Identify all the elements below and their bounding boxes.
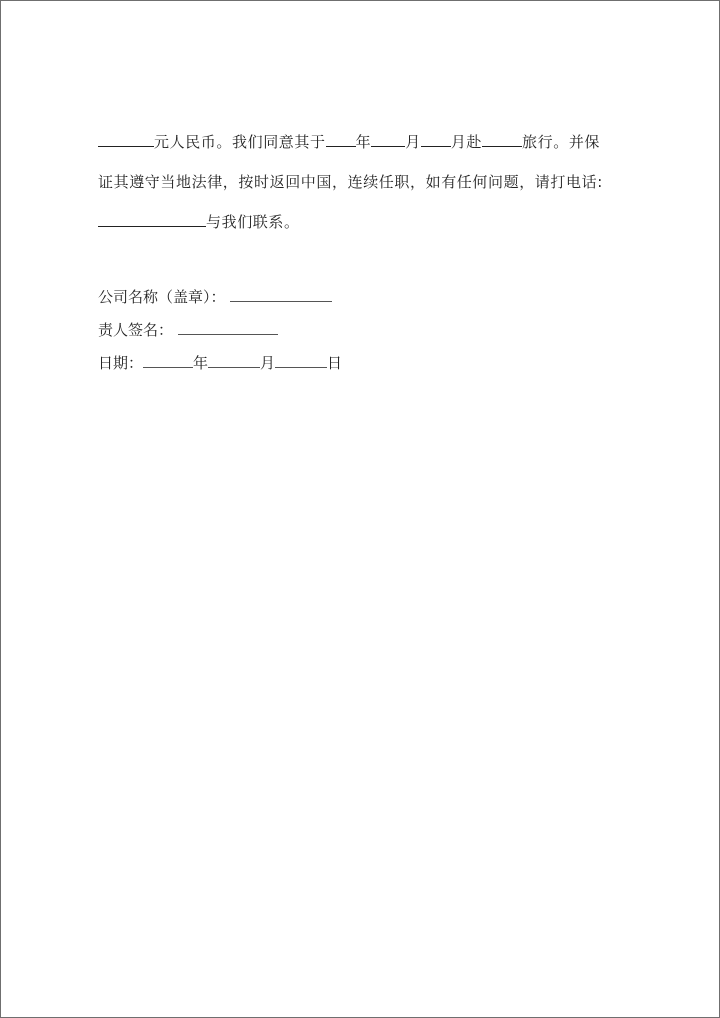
date-label: 日期： <box>98 354 144 372</box>
company-blank <box>230 287 332 302</box>
amount-blank <box>98 132 154 147</box>
letter-text: 证其遵守当地法律，按时返回中国，连续任职，如有任何问题，请打电话: <box>98 173 603 191</box>
letter-text: 月赴 <box>450 133 483 151</box>
letter-text: 月 <box>405 133 421 151</box>
date-day: 日 <box>327 354 343 372</box>
signer-line <box>98 320 342 341</box>
date-month: 月 <box>260 354 276 372</box>
month-blank <box>371 132 405 147</box>
letter-text: 旅行。并保 <box>522 133 601 151</box>
date-year: 年 <box>193 354 209 372</box>
company-label: 公司名称（盖章）： <box>98 288 226 306</box>
date-month-blank <box>208 353 260 368</box>
letter-line-3 <box>98 212 638 233</box>
signature-block <box>98 287 342 386</box>
letter-text: 年 <box>355 133 372 151</box>
month-blank <box>421 132 451 147</box>
letter-line-1 <box>98 132 638 153</box>
letter-text: 元人民币。我们同意其于 <box>154 133 326 151</box>
letter-body <box>98 132 638 252</box>
year-blank <box>326 132 356 147</box>
signer-blank <box>178 320 278 335</box>
date-year-blank <box>143 353 193 368</box>
signer-label: 责人签名： <box>98 321 174 339</box>
letter-line-2 <box>98 172 638 193</box>
letter-text: 与我们联系。 <box>206 213 300 231</box>
phone-blank <box>98 212 206 227</box>
date-day-blank <box>275 353 327 368</box>
company-line <box>98 287 342 308</box>
destination-blank <box>482 132 522 147</box>
date-line <box>98 353 342 374</box>
